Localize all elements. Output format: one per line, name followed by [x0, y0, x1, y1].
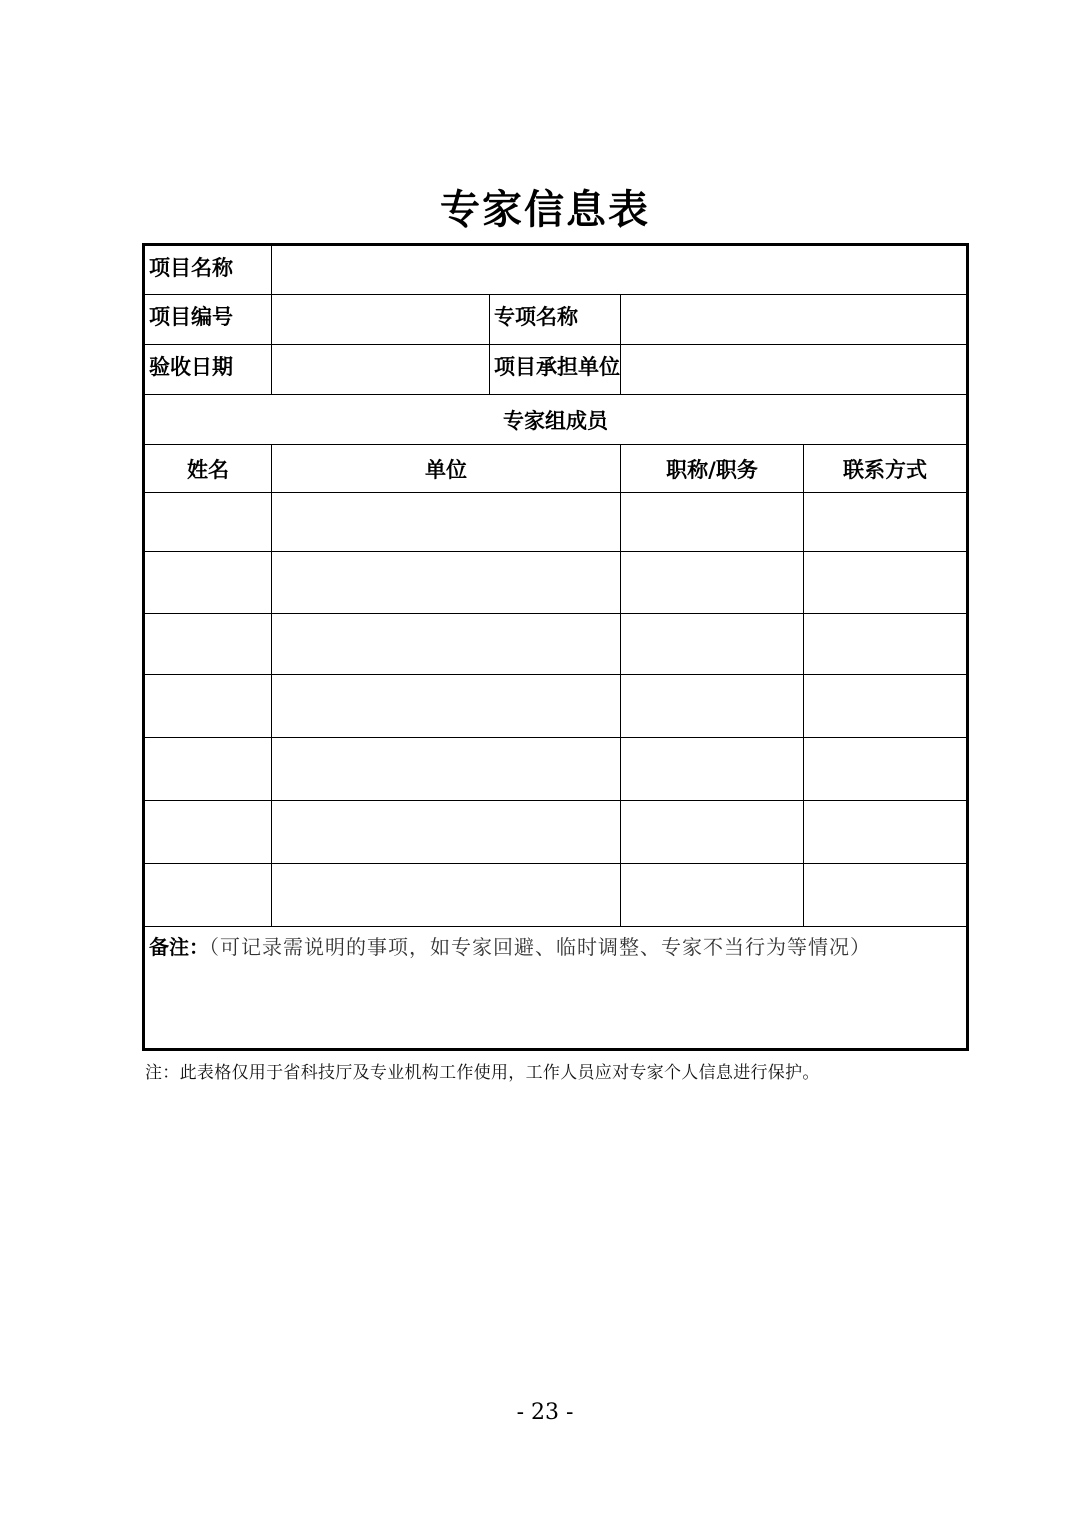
- table-row: [144, 614, 968, 675]
- acceptance-date-field[interactable]: [272, 345, 490, 395]
- column-header-unit: 单位: [272, 445, 621, 493]
- unit-cell[interactable]: [272, 864, 621, 927]
- contact-cell[interactable]: [804, 864, 968, 927]
- unit-cell[interactable]: [272, 614, 621, 675]
- page-title: 专家信息表: [440, 187, 650, 233]
- column-header-name: 姓名: [144, 445, 272, 493]
- unit-cell[interactable]: [272, 552, 621, 614]
- unit-cell[interactable]: [272, 801, 621, 864]
- acceptance-date-label: 验收日期: [144, 345, 272, 395]
- name-cell[interactable]: [144, 493, 272, 552]
- contact-cell[interactable]: [804, 493, 968, 552]
- expert-info-table: [142, 243, 969, 1051]
- title-cell[interactable]: [621, 864, 804, 927]
- title-cell[interactable]: [621, 675, 804, 738]
- undertaker-field[interactable]: [621, 345, 968, 395]
- table-row: [144, 493, 968, 552]
- project-no-label: 项目编号: [144, 295, 272, 345]
- name-cell[interactable]: [144, 864, 272, 927]
- table-row: [144, 675, 968, 738]
- contact-cell[interactable]: [804, 801, 968, 864]
- table-row: [144, 552, 968, 614]
- unit-cell[interactable]: [272, 675, 621, 738]
- title-cell[interactable]: [621, 801, 804, 864]
- title-cell[interactable]: [621, 738, 804, 801]
- experts-section-heading: 专家组成员: [144, 395, 968, 445]
- name-cell[interactable]: [144, 738, 272, 801]
- table-row: [144, 864, 968, 927]
- unit-cell[interactable]: [272, 738, 621, 801]
- special-name-label: 专项名称: [490, 295, 621, 345]
- special-name-field[interactable]: [621, 295, 968, 345]
- title-cell[interactable]: [621, 493, 804, 552]
- page-number: - 23 -: [516, 1400, 574, 1425]
- column-header-title: 职称/职务: [621, 445, 804, 493]
- undertaker-label: 项目承担单位: [490, 345, 621, 395]
- title-cell[interactable]: [621, 552, 804, 614]
- table-row: [144, 801, 968, 864]
- name-cell[interactable]: [144, 614, 272, 675]
- footnote: 注：此表格仅用于省科技厅及专业机构工作使用，工作人员应对专家个人信息进行保护。: [145, 1063, 820, 1083]
- name-cell[interactable]: [144, 552, 272, 614]
- project-no-field[interactable]: [272, 295, 490, 345]
- contact-cell[interactable]: [804, 552, 968, 614]
- title-cell[interactable]: [621, 614, 804, 675]
- name-cell[interactable]: [144, 801, 272, 864]
- remarks-cell[interactable]: [144, 927, 968, 1050]
- table-row: [144, 738, 968, 801]
- contact-cell[interactable]: [804, 614, 968, 675]
- remarks-label: 备注：: [149, 935, 209, 959]
- contact-cell[interactable]: [804, 738, 968, 801]
- contact-cell[interactable]: [804, 675, 968, 738]
- unit-cell[interactable]: [272, 493, 621, 552]
- project-name-field[interactable]: [272, 245, 968, 295]
- remarks-hint: （可记录需说明的事项，如专家回避、临时调整、专家不当行为等情况）: [209, 935, 871, 959]
- name-cell[interactable]: [144, 675, 272, 738]
- column-header-contact: 联系方式: [804, 445, 968, 493]
- project-name-label: 项目名称: [144, 245, 272, 295]
